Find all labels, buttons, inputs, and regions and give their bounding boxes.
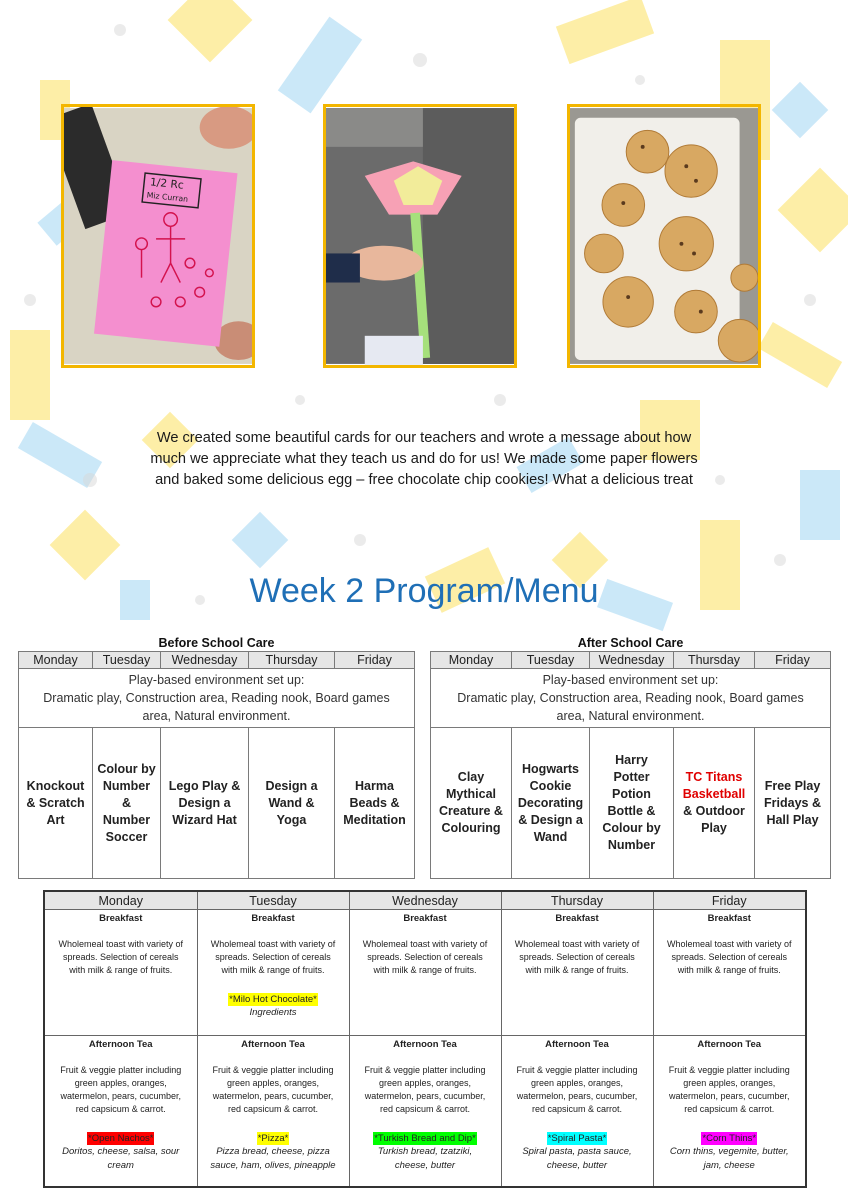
menu-line: watermelon, pears, cucumber, [516,1091,638,1101]
special-item: *Open Nachos* [88,1133,154,1144]
menu-line: Fruit & veggie platter including [60,1065,182,1075]
setup-line: Play-based environment set up: [542,673,719,687]
activity-line: Free Play [764,778,821,793]
after-day-friday: Friday [755,652,831,669]
special-item: *Pizza* [257,1133,289,1144]
after-activity-wednesday [590,728,674,879]
setup-line: area, Natural environment. [556,709,705,723]
activity-line: Design a [265,778,318,793]
activity-line: Number [102,778,151,793]
setup-line: Play-based environment set up: [128,673,305,687]
menu-line: watermelon, pears, cucumber, [60,1091,182,1101]
menu-line: Fruit & veggie platter including [212,1065,334,1075]
special-item: *Corn Thins* [702,1133,757,1144]
activity-line: Colour by [602,821,661,835]
setup-line: Dramatic play, Construction area, Reading nook, Board games [43,691,390,705]
activity-line: Cookie [529,778,572,793]
menu-line: with milk & range of fruits. [69,965,173,975]
tea-label: Afternoon Tea [697,1039,762,1050]
menu-line: watermelon, pears, cucumber, [212,1091,334,1101]
breakfast-label: Breakfast [403,913,447,924]
tea-label: Afternoon Tea [88,1039,153,1050]
menu-line: Wholemeal toast with variety of [58,939,184,949]
menu-day-tuesday: Tuesday [197,891,349,910]
menu-line: Wholemeal toast with variety of [514,939,640,949]
before-day-tuesday: Tuesday [93,652,161,669]
special-item: *Milo Hot Chocolate* [229,994,317,1005]
menu-line: green apples, oranges, [226,1078,320,1088]
tea-friday [653,1036,806,1188]
menu-day-monday: Monday [44,891,197,910]
before-activity-wednesday [161,728,249,879]
before-activity-thursday [249,728,335,879]
activity-line: & Outdoor [683,804,745,818]
menu-line: Wholemeal toast with variety of [362,939,488,949]
activity-line: Beads & [349,795,400,810]
before-activity-monday [19,728,93,879]
activity-line: Play [701,821,727,835]
activity-line: Number [102,812,151,827]
activity-line: Number [607,838,656,852]
menu-day-thursday: Thursday [501,891,653,910]
menu-line: Wholemeal toast with variety of [666,939,792,949]
activity-line-highlight: TC Titans [685,770,743,784]
special-ingredients: Doritos, cheese, salsa, sour [62,1146,180,1157]
special-item: *Spiral Pasta* [547,1133,607,1144]
menu-line: green apples, oranges, [530,1078,624,1088]
activity-line: Colouring [441,821,501,835]
menu-line: watermelon, pears, cucumber, [668,1091,790,1101]
menu-line: with milk & range of fruits. [373,965,477,975]
activity-line: Art [46,812,65,827]
special-ingredients: Turkish bread, tzatziki, [377,1146,473,1157]
after-activity-tuesday [512,728,590,879]
menu-line: watermelon, pears, cucumber, [364,1091,486,1101]
after-day-wednesday: Wednesday [590,652,674,669]
activity-line: Creature & [439,804,503,818]
breakfast-label: Breakfast [99,913,143,924]
menu-line: red capsicum & carrot. [75,1104,166,1114]
before-school-care-table [18,636,415,879]
activity-line: Potion [612,787,651,801]
after-day-tuesday: Tuesday [512,652,590,669]
special-ingredients: jam, cheese [703,1160,755,1171]
card-text-line1: 1/2 Rc [149,175,185,192]
before-setup [19,669,415,728]
tea-label: Afternoon Tea [545,1039,609,1050]
before-activity-friday [335,728,415,879]
cookies-tray-photo [567,104,761,368]
tea-label: Afternoon Tea [393,1039,457,1050]
after-day-monday: Monday [431,652,512,669]
activity-line: Clay [457,770,485,784]
after-activity-monday [431,728,512,879]
tea-monday [44,1036,197,1188]
menu-line: red capsicum & carrot. [379,1104,471,1114]
activity-line: Hogwarts [522,761,579,776]
tea-wednesday [349,1036,501,1188]
activity-line: Harma [355,778,394,793]
menu-line: spreads. Selection of cereals [367,952,483,962]
menu-line: spreads. Selection of cereals [62,952,179,962]
breakfast-wednesday [349,910,501,1036]
menu-line: spreads. Selection of cereals [671,952,788,962]
activity-line: Potter [613,770,650,784]
tea-label: Afternoon Tea [241,1039,305,1050]
before-school-title: Before School Care [158,636,275,650]
setup-line: area, Natural environment. [142,709,291,723]
activity-line: Wizard Hat [172,812,237,827]
menu-day-wednesday: Wednesday [349,891,501,910]
special-ingredients: Ingredients [249,1007,297,1018]
menu-line: green apples, oranges, [378,1078,472,1088]
activity-line-highlight: Basketball [682,787,746,801]
menu-line: Fruit & veggie platter including [364,1065,486,1075]
before-day-monday: Monday [19,652,93,669]
activity-line: Yoga [276,812,307,827]
page-title: Week 2 Program/Menu [249,572,599,610]
after-activity-thursday [674,728,755,879]
after-school-care-table [430,636,831,879]
menu-line: spreads. Selection of cereals [519,952,635,962]
tea-thursday [501,1036,653,1188]
special-ingredients: Spiral pasta, pasta sauce, [522,1146,632,1157]
menu-line: spreads. Selection of cereals [215,952,331,962]
breakfast-tuesday [197,910,349,1036]
menu-line: red capsicum & carrot. [227,1104,319,1114]
before-activity-tuesday [93,728,161,879]
activity-line: & Scratch [26,795,85,810]
activity-line: Harry [615,753,648,767]
activity-line: Decorating [517,795,584,810]
activity-line: Fridays & [764,795,821,810]
special-ingredients: cheese, butter [546,1160,608,1171]
breakfast-thursday [501,910,653,1036]
activity-line: Bottle & [607,804,656,818]
activity-line: Design a [178,795,231,810]
activity-line: & Design a [518,812,583,827]
menu-line: with milk & range of fruits. [525,965,629,975]
menu-line: green apples, oranges, [74,1078,167,1088]
menu-line: Fruit & veggie platter including [668,1065,790,1075]
activity-line: Lego Play & [168,778,241,793]
special-ingredients: Corn thins, vegemite, butter, [669,1146,789,1157]
menu-line: with milk & range of fruits. [221,965,325,975]
special-ingredients: cream [107,1160,134,1171]
activity-line: Colour by [97,761,156,776]
activity-line: Wand [533,829,568,844]
menu-line: red capsicum & carrot. [531,1104,623,1114]
after-school-title: After School Care [577,636,684,650]
after-activity-friday [755,728,831,879]
special-ingredients: Pizza bread, cheese, pizza [216,1146,330,1157]
tea-tuesday [197,1036,349,1188]
special-ingredients: sauce, ham, olives, pineapple [210,1160,336,1171]
handmade-card-photo [61,104,255,368]
menu-line: green apples, oranges, [683,1078,776,1088]
special-item: *Turkish Bread and Dip* [374,1133,476,1144]
breakfast-friday [653,910,806,1036]
breakfast-monday [44,910,197,1036]
menu-line: Wholemeal toast with variety of [210,939,336,949]
after-setup [431,669,831,728]
menu-line: Fruit & veggie platter including [516,1065,638,1075]
activity-line: Mythical [445,787,496,801]
activity-line: Hall Play [766,812,819,827]
activity-caption: We created some beautiful cards for our teachers and wrote a message about how much we appreciate what they teach us and do for us! We made some paper flowers and baked some delicious egg – free chocolate chip cookies! What a delicious treat [150,430,698,488]
before-day-friday: Friday [335,652,415,669]
after-day-thursday: Thursday [674,652,755,669]
weekly-menu-table [43,890,807,1188]
menu-line: red capsicum & carrot. [684,1104,775,1114]
before-day-wednesday: Wednesday [161,652,249,669]
activity-line: Wand & [268,795,315,810]
menu-day-friday: Friday [653,891,806,910]
paper-flower-photo [323,104,517,368]
activity-line: Soccer [105,829,148,844]
card-text-line2: Miz Curran [146,190,189,204]
breakfast-label: Breakfast [707,913,751,924]
breakfast-label: Breakfast [251,913,295,924]
activity-line: & [121,795,132,810]
setup-line: Dramatic play, Construction area, Reading nook, Board games [457,691,804,705]
activity-line: Knockout [26,778,85,793]
breakfast-label: Breakfast [555,913,599,924]
menu-line: with milk & range of fruits. [677,965,781,975]
special-ingredients: cheese, butter [394,1160,456,1171]
activity-line: Meditation [343,812,406,827]
before-day-thursday: Thursday [249,652,335,669]
